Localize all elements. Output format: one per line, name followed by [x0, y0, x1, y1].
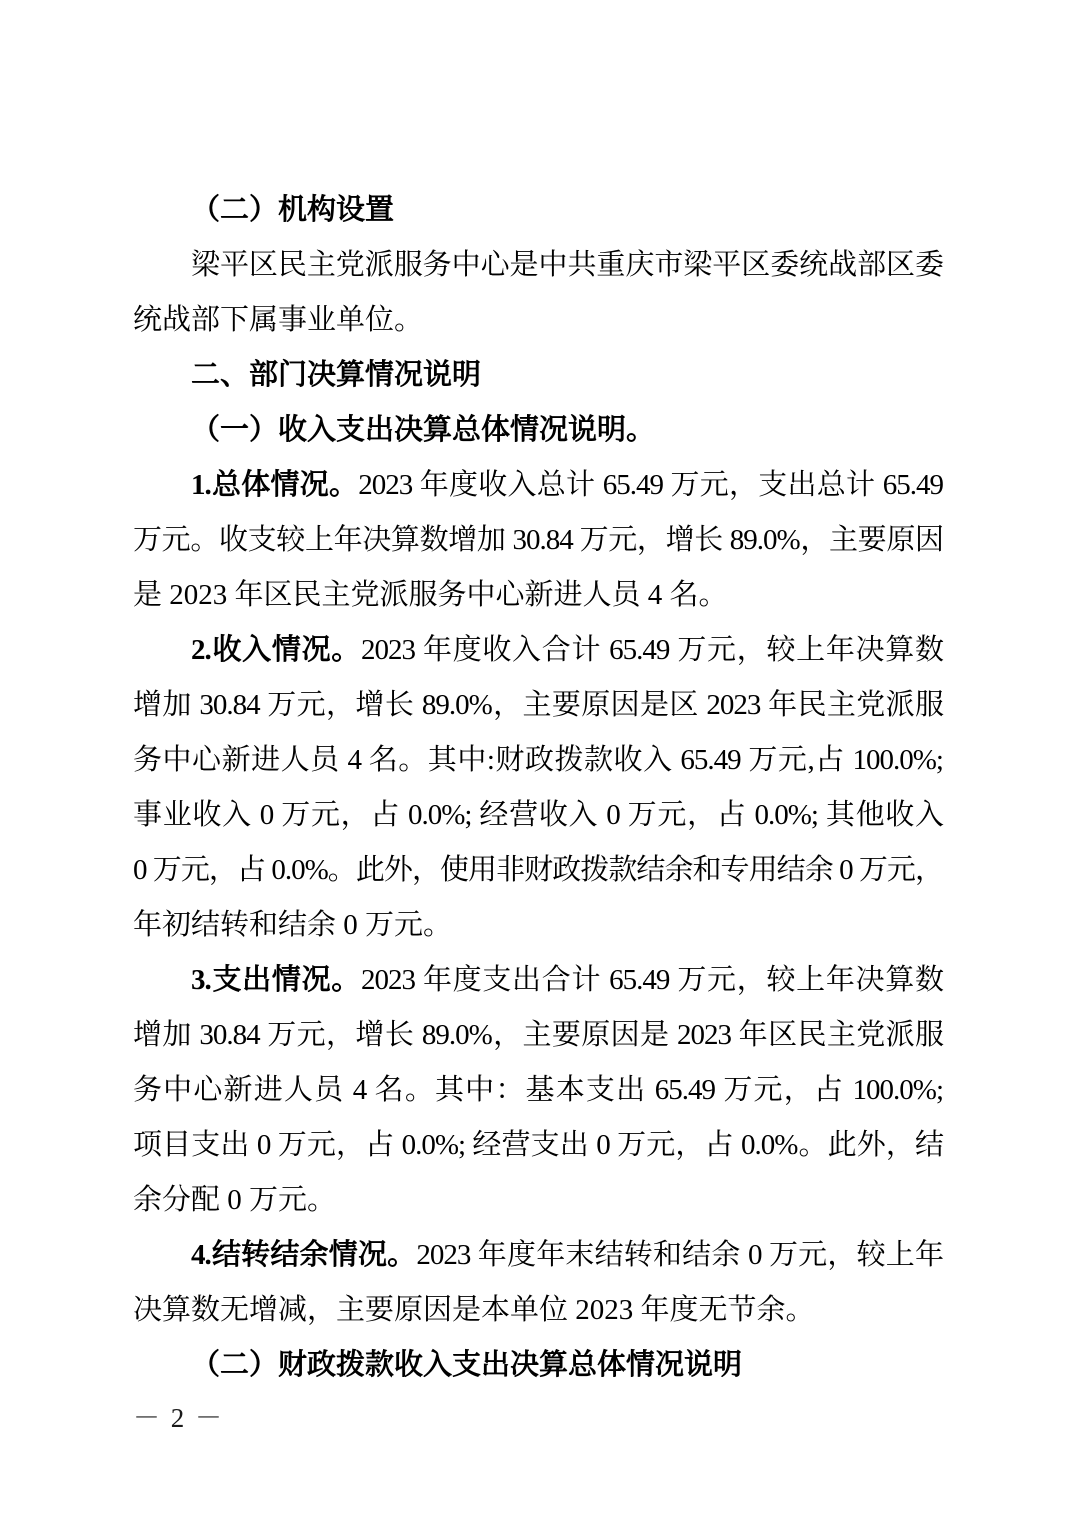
paragraph-line: 余分配 0 万元。 [133, 1184, 337, 1216]
paragraph-line: 事业收入 0 万元，占 0.0%; 经营收入 0 万元，占 0.0%; 其他收入 [133, 799, 943, 831]
paragraph-lead-income: 2.收入情况。 [191, 634, 361, 666]
document-content [133, 183, 943, 1393]
paragraph-line [133, 953, 943, 1008]
page-number: － 2 － [133, 1403, 224, 1433]
paragraph-text: 2023 年度支出合计 65.49 万元，较上年决算数 [360, 964, 943, 996]
paragraph-text: 2023 年度年末结转和结余 0 万元，较上年 [416, 1239, 943, 1271]
section-heading-fiscal-appropriation: （二）财政拨款收入支出决算总体情况说明 [191, 1349, 743, 1381]
paragraph-line: 项目支出 0 万元，占 0.0%; 经营支出 0 万元，占 0.0%。此外，结 [133, 1129, 943, 1161]
paragraph-line: 年初结转和结余 0 万元。 [133, 909, 453, 941]
paragraph-lead-overall: 1.总体情况。 [191, 469, 359, 501]
paragraph-lead-carryover: 4.结转结余情况。 [191, 1239, 417, 1271]
paragraph-line: 增加 30.84 万元，增长 89.0%，主要原因是 2023 年区民主党派服 [133, 1019, 943, 1051]
paragraph-line: 决算数无增减，主要原因是本单位 2023 年度无节余。 [133, 1294, 815, 1326]
paragraph-line: 是 2023 年区民主党派服务中心新进人员 4 名。 [133, 579, 728, 611]
paragraph-line: 统战部下属事业单位。 [133, 304, 424, 336]
section-heading-income-expense-overview: （一）收入支出决算总体情况说明。 [191, 414, 656, 446]
paragraph-line: 0 万元，占 0.0%。此外，使用非财政拨款结余和专用结余 0 万元， [133, 854, 943, 886]
section-heading-budget-statement: 二、部门决算情况说明 [191, 359, 482, 391]
paragraph-line: 增加 30.84 万元，增长 89.0%，主要原因是区 2023 年民主党派服 [133, 689, 943, 721]
paragraph-text: 2023 年度收入总计 65.49 万元，支出总计 65.49 [358, 469, 943, 501]
paragraph-line [133, 1228, 943, 1283]
paragraph-line [133, 458, 943, 513]
paragraph-text: 2023 年度收入合计 65.49 万元，较上年决算数 [360, 634, 943, 666]
paragraph-line: 万元。收支较上年决算数增加 30.84 万元，增长 89.0%，主要原因 [133, 524, 943, 556]
paragraph-lead-expense: 3.支出情况。 [191, 964, 361, 996]
paragraph-line: 梁平区民主党派服务中心是中共重庆市梁平区委统战部区委 [191, 249, 943, 281]
paragraph-line: 务中心新进人员 4 名。其中：基本支出 65.49 万元，占 100.0%; [133, 1074, 943, 1106]
paragraph-line [133, 623, 943, 678]
paragraph-line: 务中心新进人员 4 名。其中:财政拨款收入 65.49 万元,占 100.0%; [133, 744, 943, 776]
section-heading-org-setup: （二）机构设置 [191, 194, 395, 226]
